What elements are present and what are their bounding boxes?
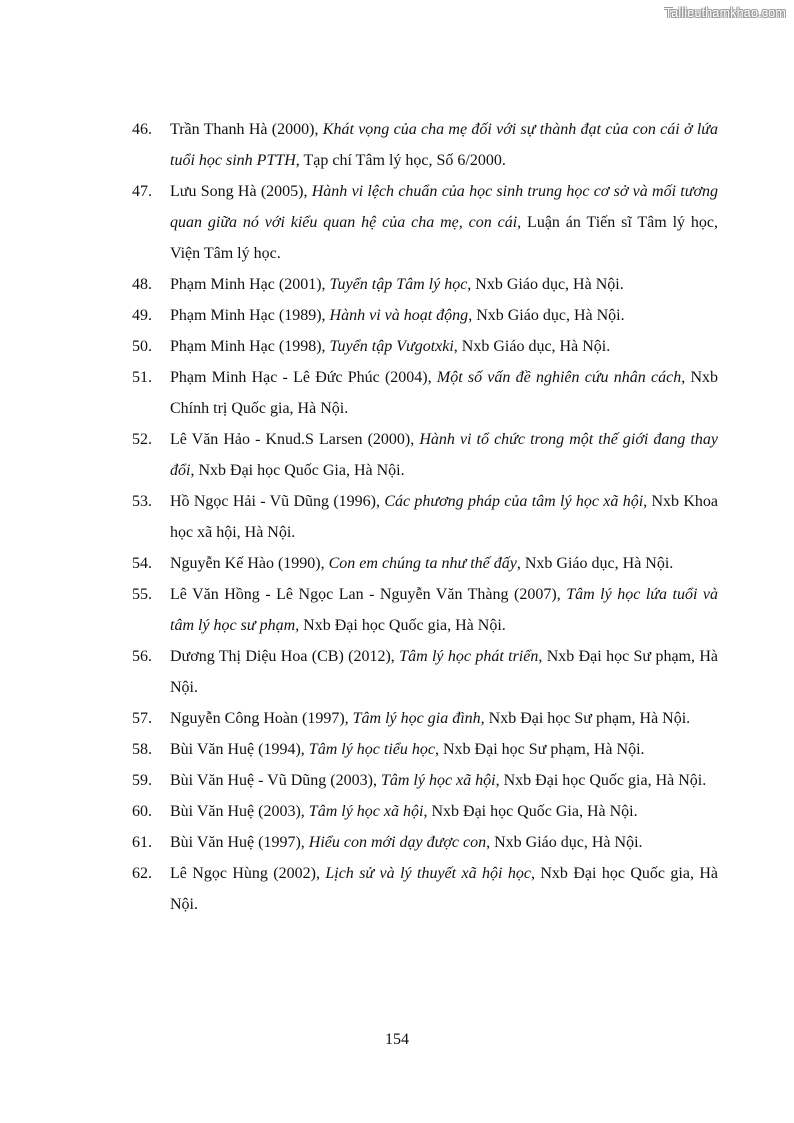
reference-title: Hành vi tổ chức trong một thế giới đang thay đổi (170, 431, 718, 479)
reference-authors: Lê Văn Hảo - Knud.S Larsen (2000), (170, 431, 420, 448)
reference-number: 47. (132, 183, 152, 200)
reference-authors: Lưu Song Hà (2005), (170, 183, 312, 200)
reference-publisher: , Nxb Giáo dục, Hà Nội. (453, 338, 611, 355)
reference-authors: Nguyễn Công Hoàn (1997), (170, 710, 353, 727)
reference-item (132, 858, 718, 920)
reference-title: Các phương pháp của tâm lý học xã hội (384, 493, 644, 510)
reference-item (132, 424, 718, 486)
reference-item (132, 269, 718, 300)
reference-publisher: , Nxb Khoa học xã hội, Hà Nội. (170, 493, 718, 541)
reference-publisher: , Nxb Đại học Sư phạm, Hà Nội. (480, 710, 691, 727)
reference-publisher: , Nxb Giáo dục, Hà Nội. (486, 834, 643, 851)
reference-number: 55. (132, 586, 152, 603)
reference-title: Tuyển tập Tâm lý học (329, 276, 468, 293)
reference-publisher: , Luận án Tiến sĩ Tâm lý học, Viện Tâm lý học. (170, 214, 719, 262)
reference-title: Khát vọng của cha mẹ đối với sự thành đạt của con cái ở lứa tuổi học sinh PTTH (170, 121, 718, 169)
reference-title: Tuyển tập Vưgotxki (329, 338, 454, 355)
reference-publisher: , Nxb Đại học Sư phạm, Hà Nội. (435, 741, 645, 758)
reference-number: 50. (132, 338, 152, 355)
reference-authors: Bùi Văn Huệ (2003), (170, 803, 309, 820)
reference-item (132, 486, 718, 548)
reference-title: Lịch sử và lý thuyết xã hội học (325, 865, 531, 882)
reference-authors: Phạm Minh Hạc (2001), (170, 276, 330, 293)
reference-title: Hành vi lệch chuẩn của học sinh trung học cơ sở và mối tương quan giữa nó với kiểu quan hệ của cha mẹ, con cái (170, 183, 719, 231)
watermark-text: Tailieuthamkhao.com (664, 6, 786, 20)
reference-publisher: , Nxb Đại học Quốc gia, Hà Nội. (495, 772, 707, 789)
reference-item (132, 579, 718, 641)
reference-publisher: , Nxb Đại học Quốc gia, Hà Nội. (170, 865, 718, 913)
reference-title: Tâm lý học xã hội (308, 803, 424, 820)
reference-title: Hiểu con mới dạy được con (308, 834, 487, 851)
reference-item (132, 796, 718, 827)
reference-publisher: , Tạp chí Tâm lý học, Số 6/2000. (295, 152, 506, 169)
reference-number: 62. (132, 865, 152, 882)
reference-publisher: , Nxb Giáo dục, Hà Nội. (467, 276, 624, 293)
reference-number: 56. (132, 648, 152, 665)
reference-number: 46. (132, 121, 152, 138)
reference-item (132, 734, 718, 765)
reference-number: 60. (132, 803, 152, 820)
reference-number: 49. (132, 307, 152, 324)
reference-number: 58. (132, 741, 152, 758)
reference-authors: Bùi Văn Huệ (1997), (170, 834, 309, 851)
reference-number: 61. (132, 834, 152, 851)
reference-item (132, 114, 718, 176)
reference-number: 51. (132, 369, 152, 386)
reference-authors: Bùi Văn Huệ (1994), (170, 741, 309, 758)
reference-publisher: , Nxb Đại học Sư phạm, Hà Nội. (170, 648, 719, 696)
reference-authors: Bùi Văn Huệ - Vũ Dũng (2003), (170, 772, 381, 789)
reference-authors: Phạm Minh Hạc (1989), (170, 307, 330, 324)
reference-authors: Lê Ngọc Hùng (2002), (170, 865, 326, 882)
reference-publisher: , Nxb Đại học Quốc Gia, Hà Nội. (190, 462, 405, 479)
reference-title: Hành vi và hoạt động (329, 307, 469, 324)
reference-item (132, 331, 718, 362)
reference-title: Con em chúng ta như thế đấy (328, 555, 517, 572)
reference-item (132, 827, 718, 858)
reference-number: 48. (132, 276, 152, 293)
reference-publisher: Nxb Đại học Quốc gia, Hà Nội. (299, 617, 506, 634)
reference-title: Tâm lý học xã hội (380, 772, 496, 789)
reference-authors: Trần Thanh Hà (2000), (170, 121, 323, 138)
reference-title: Tâm lý học phát triển (399, 648, 539, 665)
reference-publisher: , Nxb Đại học Quốc Gia, Hà Nội. (423, 803, 638, 820)
reference-list (132, 114, 718, 920)
reference-authors: Lê Văn Hồng - Lê Ngọc Lan - Nguyễn Văn Thàng (2007), (170, 586, 567, 603)
reference-number: 53. (132, 493, 152, 510)
reference-authors: Nguyễn Kế Hào (1990), (170, 555, 329, 572)
reference-authors: Dương Thị Diệu Hoa (CB) (2012), (170, 648, 400, 665)
reference-item (132, 362, 718, 424)
reference-item (132, 176, 718, 269)
reference-authors: Phạm Minh Hạc - Lê Đức Phúc (2004), (170, 369, 437, 386)
reference-title: Tâm lý học gia đình (352, 710, 481, 727)
reference-publisher: , Nxb Chính trị Quốc gia, Hà Nội. (170, 369, 718, 417)
reference-authors: Phạm Minh Hạc (1998), (170, 338, 330, 355)
reference-number: 59. (132, 772, 152, 789)
reference-number: 57. (132, 710, 152, 727)
reference-number: 52. (132, 431, 152, 448)
reference-publisher: , Nxb Giáo dục, Hà Nội. (516, 555, 674, 572)
reference-title: Tâm lý học tiểu học (308, 741, 435, 758)
reference-item (132, 703, 718, 734)
reference-item (132, 300, 718, 331)
reference-item (132, 765, 718, 796)
reference-number: 54. (132, 555, 152, 572)
reference-publisher: , Nxb Giáo dục, Hà Nội. (468, 307, 625, 324)
reference-item (132, 641, 718, 703)
page-number: 154 (385, 1031, 409, 1048)
reference-authors: Hồ Ngọc Hải - Vũ Dũng (1996), (170, 493, 385, 510)
reference-title: Một số vấn đề nghiên cứu nhân cách (436, 369, 682, 386)
reference-title: Tâm lý học lứa tuổi và tâm lý học sư phạm, (170, 586, 719, 634)
reference-item (132, 548, 718, 579)
